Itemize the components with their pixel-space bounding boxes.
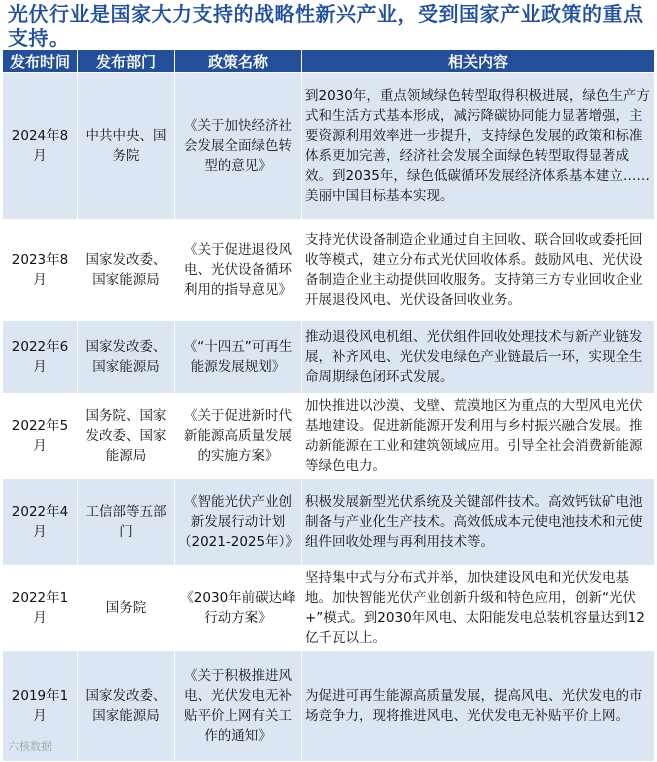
cell-policy-name: 《关于积极推进风电、光伏发电无补贴平价上网有关工作的通知》 [175,651,302,762]
cell-department: 工信部等五部门 [78,479,175,566]
cell-date: 2024年8月 [3,73,78,220]
policy-table [2,49,655,762]
cell-content: 支持光伏设备制造企业通过自主回收、联合回收或委托回收等模式，建立分布式光伏回收体系。鼓励风电、光伏设备制造企业主动提供回收服务。支持第三方专业回收企业开展退役风电、光伏设备回收业务。 [302,220,655,321]
cell-date: 2022年4月 [3,479,78,566]
table-header-row [3,50,655,73]
cell-policy-name: 《关于促进退役风电、光伏设备循环利用的指导意见》 [175,220,302,321]
table-row [3,479,655,566]
cell-content: 坚持集中式与分布式并举，加快建设风电和光伏发电基地。加快智能光伏产业创新升级和特色应用，创新“光伏+”模式。到2030年风电、太阳能发电总装机容量达到12亿千瓦以上。 [302,566,655,651]
cell-department: 中共中央、国务院 [78,73,175,220]
cell-department: 国务院 [78,566,175,651]
cell-date: 2023年8月 [3,220,78,321]
cell-content: 积极发展新型光伏系统及关键部件技术。高效钙钛矿电池制备与产业化生产技术。高效低成本元使电池技术和元使组件回收处理与再利用技术等。 [302,479,655,566]
cell-policy-name: 《关于加快经济社会发展全面绿色转型的意见》 [175,73,302,220]
cell-content: 推动退役风电机组、光伏组件回收处理技术与新产业链发展，补齐风电、光伏发电绿色产业链最后一环，实现全生命周期绿色闭环式发展。 [302,321,655,394]
cell-content: 到2030年，重点领域绿色转型取得积极进展，绿色生产方式和生活方式基本形成，减污降碳协同能力显著增强，主要资源利用效率进一步提升，支持绿色发展的政策和标准体系更加完善，经济社会发展全面绿色转型取得显著成效。到2035年，绿色低碳循环发展经济体系基本建立……美丽中国目标基本实现。 [302,73,655,220]
header-date: 发布时间 [3,50,78,73]
cell-content: 为促进可再生能源高质量发展，提高风电、光伏发电的市场竞争力，现将推进风电、光伏发电无补贴平价上网。 [302,651,655,762]
header-department: 发布部门 [78,50,175,73]
cell-date: 2022年6月 [3,321,78,394]
cell-department: 国家发改委、国家能源局 [78,651,175,762]
table-row [3,220,655,321]
cell-policy-name: 《“十四五”可再生能源发展规划》 [175,321,302,394]
cell-policy-name: 《智能光伏产业创新发展行动计划（2021-2025年）》 [175,479,302,566]
cell-date: 2019年1月 [3,651,78,762]
page-title: 光伏行业是国家大力支持的战略性新兴产业，受到国家产业政策的重点支持。 [8,2,644,50]
header-content: 相关内容 [302,50,655,73]
table-row [3,566,655,651]
table-row [3,651,655,762]
cell-department: 国家发改委、国家能源局 [78,220,175,321]
header-policy-name: 政策名称 [175,50,302,73]
cell-content: 加快推进以沙漠、戈壁、荒漠地区为重点的大型风电光伏基地建设。促进新能源开发利用与乡村振兴融合发展。推动新能源在工业和建筑领域应用。引导全社会消费新能源等绿色电力。 [302,394,655,479]
cell-policy-name: 《关于促进新时代新能源高质量发展的实施方案》 [175,394,302,479]
watermark: 六核数据 [8,740,52,753]
cell-date: 2022年5月 [3,394,78,479]
cell-policy-name: 《2030年前碳达峰行动方案》 [175,566,302,651]
cell-date: 2022年1月 [3,566,78,651]
cell-department: 国家发改委、国家能源局 [78,321,175,394]
table-row [3,73,655,220]
cell-department: 国务院、国家发改委、国家能源局 [78,394,175,479]
table-row [3,321,655,394]
table-row [3,394,655,479]
